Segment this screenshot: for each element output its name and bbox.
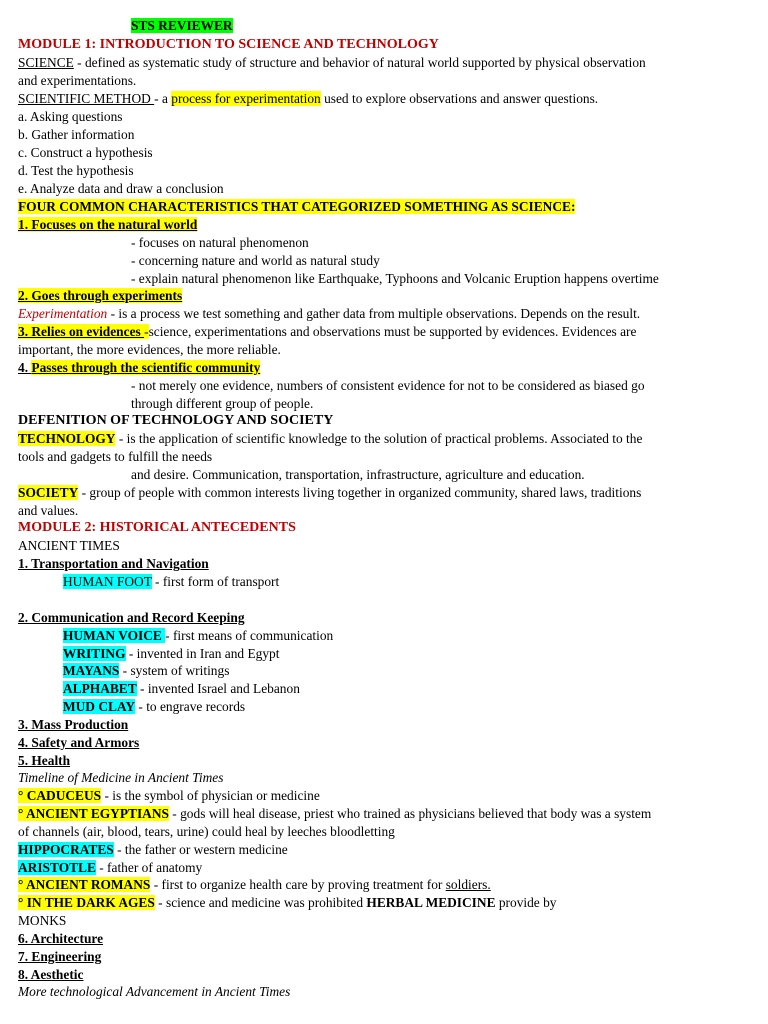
characteristic-3-cont: important, the more evidences, the more reliable.	[18, 342, 281, 357]
dark-ages-entry-cont: MONKS	[18, 913, 67, 928]
medicine-timeline-label: Timeline of Medicine in Ancient Times	[18, 770, 224, 785]
communication-entry: WRITING - invented in Iran and Egypt	[63, 646, 280, 661]
section-health-heading: 5. Health	[18, 753, 71, 768]
tech-society-heading: DEFENITION OF TECHNOLOGY AND SOCIETY	[18, 413, 334, 428]
science-definition: SCIENCE - defined as systematic study of structure and behavior of natural world supported by physical observation	[18, 55, 646, 70]
characteristic-1-item: - focuses on natural phenomenon	[131, 235, 309, 250]
technology-definition: TECHNOLOGY - is the application of scientific knowledge to the solution of practical problems. Associated to the	[18, 431, 643, 446]
scientific-method-highlight: process for experimentation	[171, 91, 321, 106]
characteristics-heading: FOUR COMMON CHARACTERISTICS THAT CATEGORIZED SOMETHING AS SCIENCE:	[18, 199, 576, 214]
characteristic-3: 3. Relies on evidences -science, experimentations and observations must be supported by evidences. Evidences are	[18, 324, 637, 339]
technology-term: TECHNOLOGY	[18, 431, 116, 446]
science-definition-cont: and experimentations.	[18, 73, 137, 88]
characteristic-1-item: - concerning nature and world as natural study	[131, 253, 380, 268]
science-term: SCIENCE	[18, 55, 74, 70]
method-step: b. Gather information	[18, 127, 135, 142]
characteristic-4-def: - not merely one evidence, numbers of consistent evidence for not to be considered as biased go	[131, 378, 645, 393]
section-communication-heading: 2. Communication and Record Keeping	[18, 610, 245, 625]
more-advancement-label: More technological Advancement in Ancient Times	[18, 984, 291, 999]
aristotle-entry: ARISTOTLE - father of anatomy	[18, 860, 203, 875]
communication-entry: HUMAN VOICE - first means of communication	[63, 628, 334, 643]
characteristic-4-def-cont: through different group of people.	[131, 396, 314, 411]
section-engineering-heading: 7. Engineering	[18, 949, 102, 964]
section-architecture-heading: 6. Architecture	[18, 931, 104, 946]
society-definition: SOCIETY - group of people with common interests living together in organized community, shared laws, traditions	[18, 485, 642, 500]
technology-definition-cont: tools and gadgets to fulfill the needs	[18, 449, 213, 464]
characteristic-3-heading: 3. Relies on evidences	[18, 324, 145, 339]
characteristic-4-heading: 4. Passes through the scientific community	[18, 360, 261, 375]
hippocrates-entry: HIPPOCRATES - the father or western medicine	[18, 842, 288, 857]
scientific-method-term: SCIENTIFIC METHOD	[18, 91, 155, 106]
human-foot-entry: HUMAN FOOT - first form of transport	[63, 574, 280, 589]
era-label: ANCIENT TIMES	[18, 538, 120, 553]
egyptians-entry-cont: of channels (air, blood, tears, urine) could heal by leeches bloodletting	[18, 824, 395, 839]
human-foot-term: HUMAN FOOT	[63, 574, 152, 589]
module1-heading: MODULE 1: INTRODUCTION TO SCIENCE AND TECHNOLOGY	[18, 37, 439, 52]
communication-entry: ALPHABET - invented Israel and Lebanon	[63, 681, 300, 696]
caduceus-entry: ° CADUCEUS - is the symbol of physician or medicine	[18, 788, 320, 803]
module2-heading: MODULE 2: HISTORICAL ANTECEDENTS	[18, 520, 296, 535]
scientific-method-definition: SCIENTIFIC METHOD - a process for experimentation used to explore observations and answer questions.	[18, 91, 599, 106]
characteristic-1-heading: 1. Focuses on the natural world	[18, 217, 198, 232]
characteristic-2-heading: 2. Goes through experiments	[18, 288, 183, 303]
document-title: STS REVIEWER	[131, 18, 233, 33]
communication-entry: MUD CLAY - to engrave records	[63, 699, 246, 714]
section-transportation-heading: 1. Transportation and Navigation	[18, 556, 209, 571]
method-step: e. Analyze data and draw a conclusion	[18, 181, 224, 196]
romans-entry: ° ANCIENT ROMANS - first to organize health care by proving treatment for soldiers.	[18, 877, 491, 892]
egyptians-entry: ° ANCIENT EGYPTIANS - gods will heal disease, priest who trained as physicians believed that body was a system	[18, 806, 652, 821]
experimentation-term: Experimentation	[18, 306, 108, 321]
society-definition-cont: and values.	[18, 503, 79, 518]
dark-ages-entry: ° IN THE DARK AGES - science and medicine was prohibited HERBAL MEDICINE provide by	[18, 895, 557, 910]
method-step: a. Asking questions	[18, 109, 123, 124]
section-safety-heading: 4. Safety and Armors	[18, 735, 140, 750]
society-term: SOCIETY	[18, 485, 79, 500]
communication-entry: MAYANS - system of writings	[63, 663, 230, 678]
characteristic-1-item: - explain natural phenomenon like Earthquake, Typhoons and Volcanic Eruption happens overtime	[131, 271, 659, 286]
technology-definition-cont: and desire. Communication, transportation, infrastructure, agriculture and education.	[131, 467, 585, 482]
experimentation-definition: Experimentation - is a process we test something and gather data from multiple observations. Depends on the result.	[18, 306, 641, 321]
section-mass-production-heading: 3. Mass Production	[18, 717, 129, 732]
method-step: d. Test the hypothesis	[18, 163, 134, 178]
section-aesthetic-heading: 8. Aesthetic	[18, 967, 84, 982]
method-step: c. Construct a hypothesis	[18, 145, 153, 160]
